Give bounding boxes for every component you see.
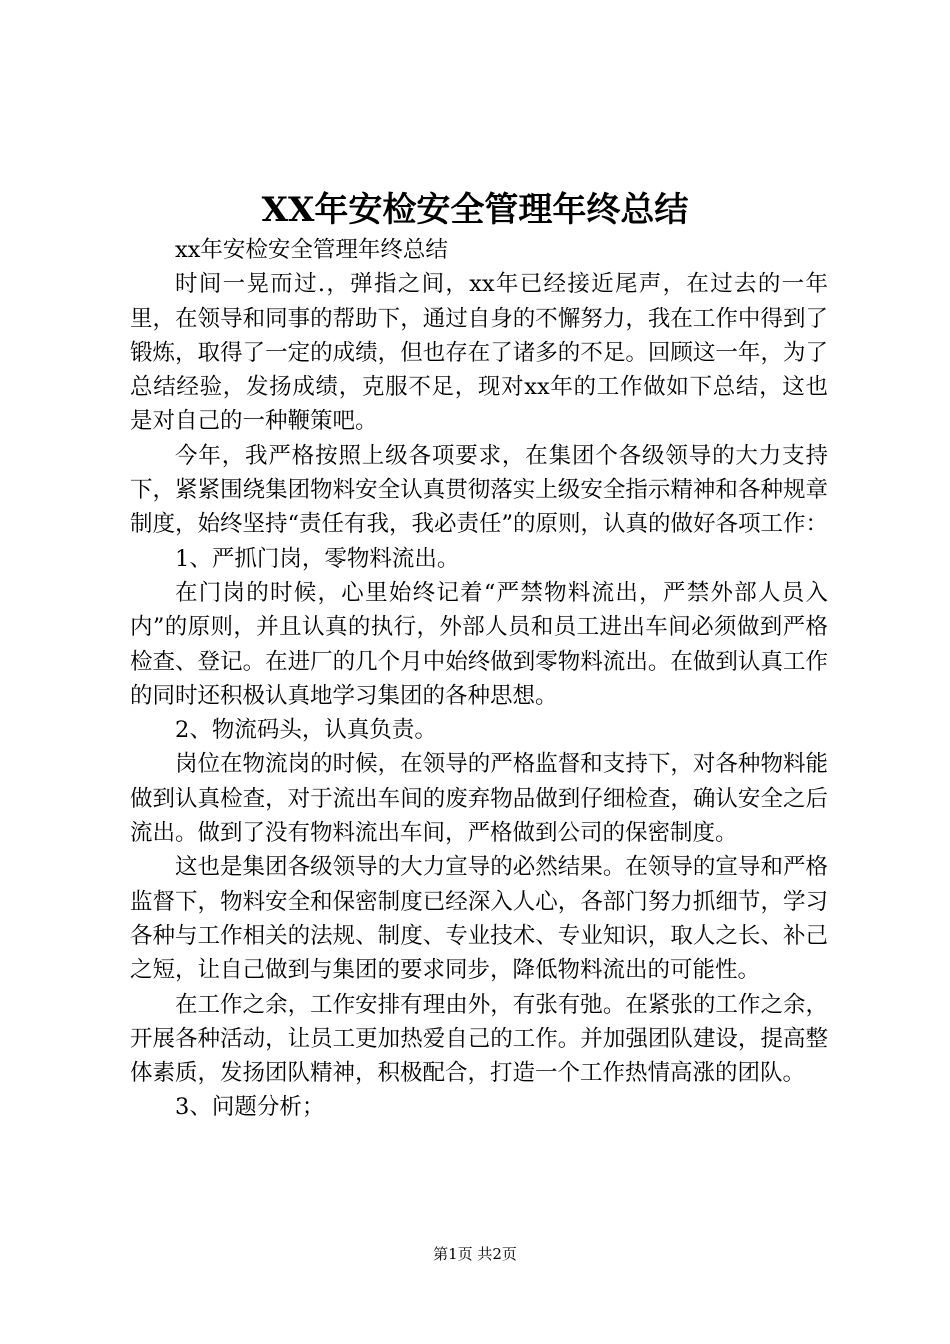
section-heading-analysis: 3、问题分析； — [175, 1094, 325, 1121]
paragraph-overview: 今年，我严格按照上级各项要求，在集团个各级领导的大力支持下，紧紧围绕集团物料安全认真贯彻落实上级安全指示精神和各种规章制度，始终坚持“责任有我，我必责任”的原则，认真的做好各项工作： — [130, 442, 829, 538]
page-number-footer: 第1页 共2页 — [433, 1245, 517, 1263]
paragraph-logistics: 岗位在物流岗的时候，在领导的严格监督和支持下，对各种物料能做到认真检查，对于流出车间的废弃物品做到仔细检查，确认安全之后流出。做到了没有物料流出车间，严格做到公司的保密制度。 — [130, 751, 828, 847]
paragraph-gate: 在门岗的时候，心里始终记着“严禁物料流出，严禁外部人员入内”的原则，并且认真的执行，外部人员和员工进出车间必须做到严格检查、登记。在进厂的几个月中始终做到零物料流出。在做到认真工作的同时还积极认真地学习集团的各种思想。 — [130, 579, 828, 709]
paragraph-activities: 在工作之余，工作安排有理由外，有张有弛。在紧张的工作之余，开展各种活动，让员工更加热爱自己的工作。并加强团队建设，提高整体素质，发扬团队精神，积极配合，打造一个工作热情高涨的团队。 — [130, 991, 828, 1087]
section-heading-logistics: 2、物流码头，认真负责。 — [175, 717, 437, 744]
document-body — [130, 233, 828, 1125]
paragraph-subtitle: xx年安检安全管理年终总结 — [175, 237, 448, 263]
paragraph-leadership: 这也是集团各级领导的大力宣导的必然结果。在领导的宣导和严格监督下，物料安全和保密制度已经深入人心，各部门努力抓细节，学习各种与工作相关的法规、制度、专业技术、专业知识，取人之长、补己之短，让自己做到与集团的要求同步，降低物料流出的可能性。 — [130, 854, 828, 984]
paragraph-intro: 时间一晃而过.，弹指之间，xx年已经接近尾声，在过去的一年里，在领导和同事的帮助下，通过自身的不懈努力，我在工作中得到了锻炼，取得了一定的成绩，但也存在了诸多的不足。回顾这一年，为了总结经验，发扬成绩，克服不足，现对xx年的工作做如下总结，这也是对自己的一种鞭策吧。 — [130, 271, 828, 435]
section-heading-gate: 1、严抓门岗，零物料流出。 — [175, 545, 460, 572]
document-title: XX年安检安全管理年终总结 — [261, 190, 689, 230]
